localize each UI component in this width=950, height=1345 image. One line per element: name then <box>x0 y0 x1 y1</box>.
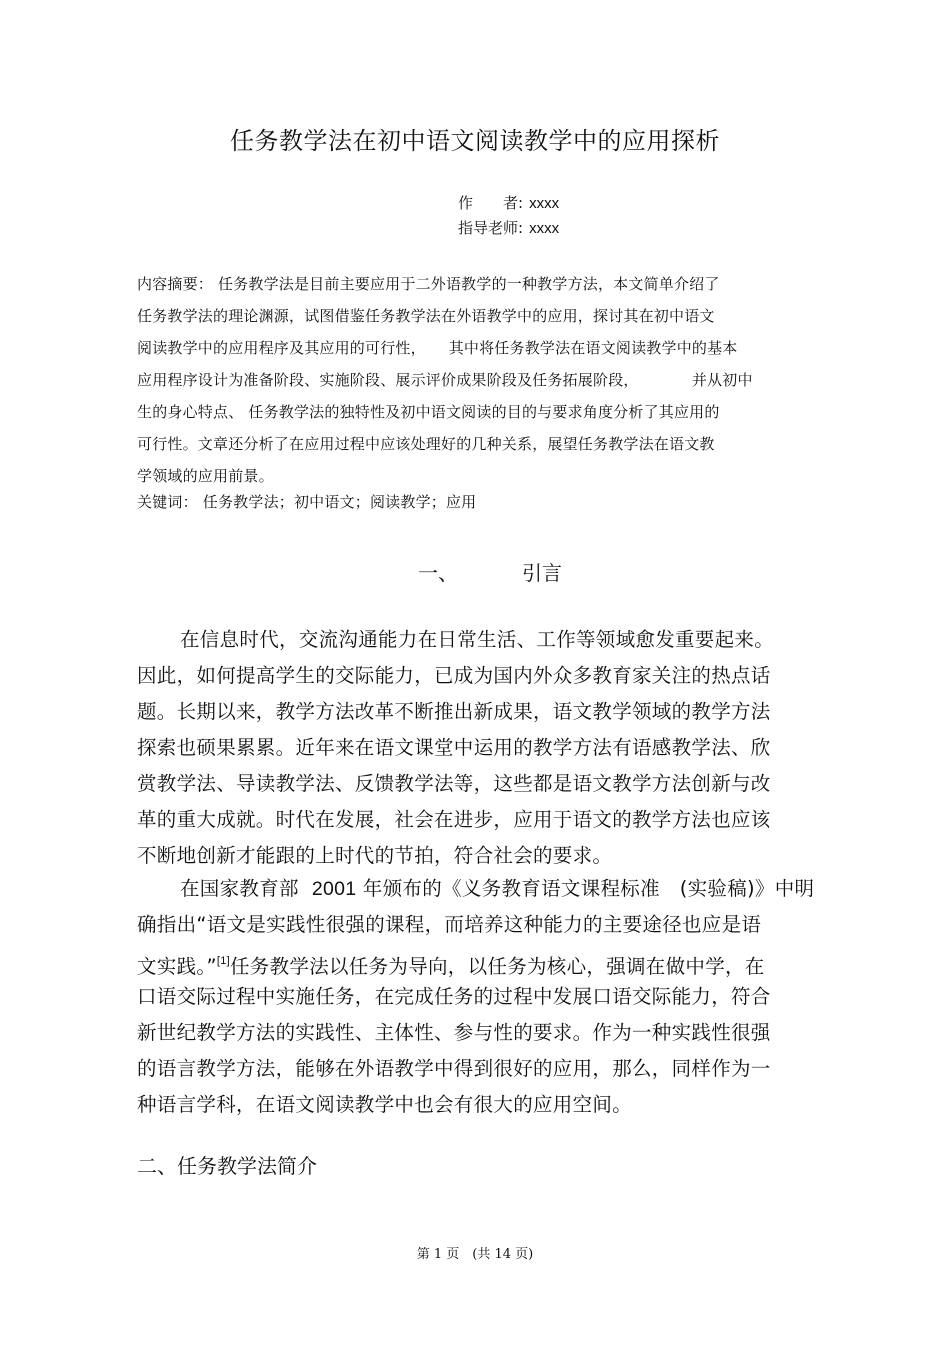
paragraph-line: 赏教学法、导读教学法、反馈教学法等，这些都是语文教学方法创新与改 <box>137 772 771 795</box>
abstract-line: 阅读教学中的应用程序及其应用的可行性， 其中将任务教学法在语文阅读教学中的基本 <box>137 339 738 357</box>
paragraph-line: 革的重大成就。时代在发展，社会在进步，应用于语文的教学方法也应该 <box>137 808 771 831</box>
keywords-line: 关键词： 任务教学法；初中语文；阅读教学；应用 <box>137 493 477 511</box>
author-line <box>458 192 559 215</box>
author-value: xxxx <box>529 195 560 212</box>
paragraph-line <box>180 874 814 904</box>
paragraph-line: 探索也硕果累累。近年来在语文课堂中运用的教学方法有语感教学法、欣 <box>137 736 771 759</box>
paragraph-line: 在信息时代，交流沟通能力在日常生活、工作等领域愈发重要起来。 <box>180 628 775 651</box>
section-number-1: 一、 <box>418 561 458 585</box>
abstract-line: 任务教学法的理论渊源，试图借鉴任务教学法在外语教学中的应用，探讨其在初中语文 <box>137 307 715 325</box>
citation-ref: [1] <box>216 955 230 967</box>
advisor-line <box>458 217 559 240</box>
paragraph-line: 的语言教学方法，能够在外语教学中得到很好的应用，那么，同样作为一 <box>137 1057 771 1080</box>
paragraph-line: 口语交际过程中实施任务，在完成任务的过程中发展口语交际能力，符合 <box>137 985 771 1008</box>
abstract-line: 可行性。文章还分析了在应用过程中应该处理好的几种关系，展望任务教学法在语文教 <box>137 435 715 453</box>
document-title: 任务教学法在初中语文阅读教学中的应用探析 <box>230 127 720 155</box>
author-label: 作 者: <box>458 194 524 212</box>
paragraph-line: 因此，如何提高学生的交际能力，已成为国内外众多教育家关注的热点话 <box>137 664 771 687</box>
abstract-line: 生的身心特点、 任务教学法的独特性及初中语文阅读的目的与要求角度分析了其应用的 <box>137 403 720 421</box>
paragraph-line: 确指出“语文是实践性很强的课程，而培养这种能力的主要途径也应是语 <box>137 913 762 936</box>
abstract-line: 内容摘要： 任务教学法是目前主要应用于二外语教学的一种教学方法，本文简单介绍了 <box>137 275 720 293</box>
paragraph-line <box>137 946 765 982</box>
year-number: 2001 <box>311 878 357 900</box>
section-title-2: 二、任务教学法简介 <box>137 1154 317 1178</box>
section-title-intro: 引言 <box>522 561 562 585</box>
paragraph-line: 不断地创新才能跟的上时代的节拍，符合社会的要求。 <box>137 844 613 867</box>
paragraph-text: 在国家教育部 <box>180 877 299 900</box>
paragraph-text: 文实践。” <box>137 955 217 978</box>
abstract-line: 学领域的应用前景。 <box>137 467 274 485</box>
page-footer: 第 1 页 (共 14 页) <box>416 1247 534 1262</box>
advisor-value: xxxx <box>529 220 560 237</box>
abstract-line: 应用程序设计为准备阶段、实施阶段、展示评价成果阶段及任务拓展阶段， 并从初中 <box>137 371 753 389</box>
paragraph-text: 任务教学法以任务为导向，以任务为核心，强调在做中学，在 <box>230 955 765 978</box>
paragraph-line: 种语言学科，在语文阅读教学中也会有很大的应用空间。 <box>137 1093 633 1116</box>
paragraph-text: 年颁布的《义务教育语文课程标准 (实验稿)》中明 <box>362 877 815 900</box>
paragraph-line: 题。长期以来，教学方法改革不断推出新成果，语文教学领域的教学方法 <box>137 700 771 723</box>
paragraph-line: 新世纪教学方法的实践性、主体性、参与性的要求。作为一种实践性很强 <box>137 1021 771 1044</box>
advisor-label: 指导老师: <box>458 219 524 237</box>
